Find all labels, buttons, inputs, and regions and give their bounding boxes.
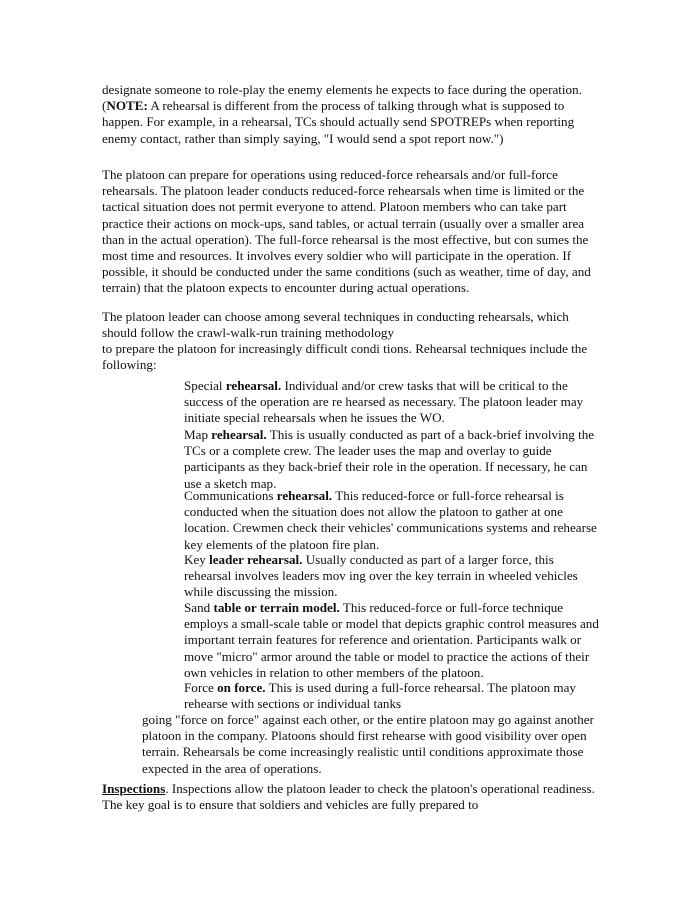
technique-lead: Special [184,378,226,393]
technique-title: leader rehearsal. [209,552,303,567]
technique-lead: Force [184,680,218,695]
technique-lead: Key [184,552,210,567]
technique-text: This reduced-force or full-force rehearsal is conducted when the situation does not allow the platoon to gather at one location. Crewmen check their vehicles' communications systems and rehearse key elements of the platoon fire plan. [184,488,597,552]
technique-force-on-force [184,680,600,712]
technique-special-rehearsal [184,378,600,427]
technique-title: rehearsal. [225,378,282,393]
technique-title: on force. [217,680,266,695]
technique-text: Individual and/or crew tasks that will be critical to the success of the operation are re hearsed as necessary. The platoon leader may initiate special rehearsals when he issues the WO. [184,378,584,426]
technique-title: table or terrain model. [213,600,340,615]
paragraph-prepare-platoon: to prepare the platoon for increasingly difficult condi tions. Rehearsal techniques include the following: [102,341,588,373]
designate-text-after: A rehearsal is different from the process of talking through what is supposed to happen. For example, in a rehearsal, TCs should actually send SPOTREPs when reporting enemy contact, rather than simply saying, "I would send a spot report now.") [102,98,575,146]
inspections-text: . Inspections allow the platoon leader to check the platoon's operational readiness. The key goal is to ensure that soldiers and vehicles are fully prepared to [102,781,595,813]
technique-lead: Communications [184,488,277,503]
designate-text-before: designate someone to role-play the enemy elements he expects to face during the operation. ( [102,82,582,114]
technique-title: rehearsal. [211,427,267,442]
inspections-heading: Inspections [102,781,166,796]
technique-lead: Map [184,427,212,442]
paragraph-designate [102,82,600,147]
technique-map-rehearsal [184,427,600,492]
paragraph-force-on-force-continued: going "force on force" against each other, or the entire platoon may go against another platoon in the company. Platoons should first rehearse with good visibility over open terrain. Rehearsals be come increasingly realistic until conditions approximate those expected in the area of operations. [142,712,594,776]
paragraph-reduced-full-force: The platoon can prepare for operations using reduced-force rehearsals and/or full-force rehearsals. The platoon leader conducts reduced-force rehearsals when time is limited or the tactical situation does not permit everyone to attend. Platoon members who can take part practice their actions on mock-ups, sand tables, or actual terrain (usually over a smaller area than in the actual operation). The full-force rehearsal is the most effective, but con sumes the most time and resources. It involves every soldier who will participate in the operation. If possible, it should be conducted under the same conditions (such as weather, time of day, and terrain) that the platoon expects to encounter during actual operations. [102,167,591,296]
technique-lead: Sand [184,600,214,615]
technique-text: This is used during a full-force rehearsal. The platoon may rehearse with sections or individual tanks [184,680,576,712]
technique-text: Usually conducted as part of a larger force, this rehearsal involves leaders mov ing over the key terrain in wheeled vehicles while discussing the mission. [184,552,578,600]
technique-text: This reduced-force or full-force technique employs a small-scale table or model that depicts graphic control measures and important terrain features for reference and orientation. Participants walk or move "micro" armor around the table or model to practice the actions of their own vehicles in relation to other members of the platoon. [184,600,599,680]
technique-communications-rehearsal [184,488,600,553]
note-label: NOTE: [106,98,148,114]
technique-sand-table [184,600,600,681]
technique-key-leader-rehearsal [184,552,600,601]
technique-text: This is usually conducted as part of a back-brief involving the TCs or a complete crew. The leader uses the map and overlay to guide participants as they back-brief their role in the operation. If necessary, he can use a sketch map. [184,427,595,491]
technique-title: rehearsal. [276,488,333,503]
paragraph-techniques-intro: The platoon leader can choose among several techniques in conducting rehearsals, which should follow the crawl-walk-run training methodology [102,309,569,341]
paragraph-inspections [102,781,600,813]
